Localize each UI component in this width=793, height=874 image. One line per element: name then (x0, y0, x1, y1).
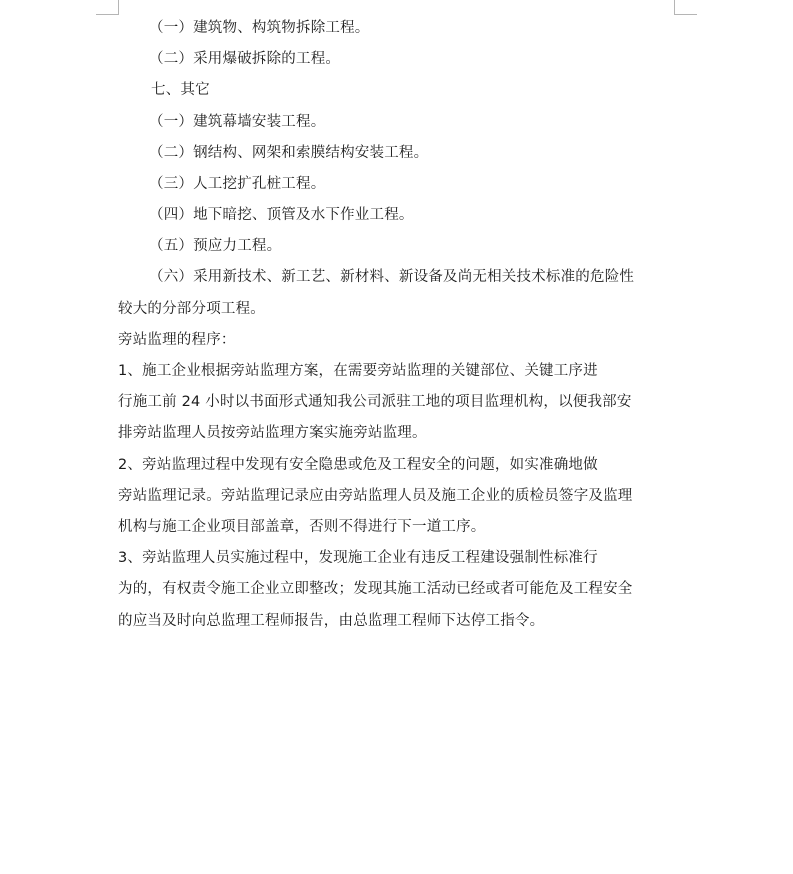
paragraph-line: 1、施工企业根据旁站监理方案，在需要旁站监理的关键部位、关键工序进 (118, 363, 598, 379)
paragraph-line: （三）人工挖扩孔桩工程。 (149, 176, 326, 192)
paragraph-line: 机构与施工企业项目部盖章，否则不得进行下一道工序。 (118, 519, 486, 535)
paragraph-line: （二）采用爆破拆除的工程。 (149, 51, 341, 67)
paragraph-line: 排旁站监理人员按旁站监理方案实施旁站监理。 (118, 425, 427, 441)
paragraph-line: 较大的分部分项工程。 (118, 301, 265, 317)
margin-corner-mark-right (674, 0, 697, 15)
section-heading: 七、其它 (151, 82, 210, 98)
paragraph-line: （一）建筑物、构筑物拆除工程。 (149, 20, 370, 36)
paragraph-line: 的应当及时向总监理工程师报告，由总监理工程师下达停工指令。 (118, 613, 545, 629)
paragraph-line: 为的，有权责令施工企业立即整改；发现其施工活动已经或者可能危及工程安全 (118, 581, 633, 597)
paragraph-line: 3、旁站监理人员实施过程中，发现施工企业有违反工程建设强制性标准行 (118, 550, 598, 566)
paragraph-line: （一）建筑幕墙安装工程。 (149, 114, 326, 130)
paragraph-line: （四）地下暗挖、顶管及水下作业工程。 (149, 207, 414, 223)
paragraph-line: （二）钢结构、网架和索膜结构安装工程。 (149, 145, 429, 161)
paragraph-line: （五）预应力工程。 (149, 238, 282, 254)
paragraph-line: （六）采用新技术、新工艺、新材料、新设备及尚无相关技术标准的危险性 (149, 269, 635, 285)
paragraph-line: 2、旁站监理过程中发现有安全隐患或危及工程安全的问题，如实准确地做 (118, 457, 598, 473)
paragraph-line: 旁站监理记录。旁站监理记录应由旁站监理人员及施工企业的质检员签字及监理 (118, 488, 633, 504)
margin-corner-mark-left (96, 0, 119, 15)
paragraph-line: 旁站监理的程序： (118, 332, 236, 348)
paragraph-line: 行施工前 24 小时以书面形式通知我公司派驻工地的项目监理机构，以便我部安 (118, 394, 632, 410)
